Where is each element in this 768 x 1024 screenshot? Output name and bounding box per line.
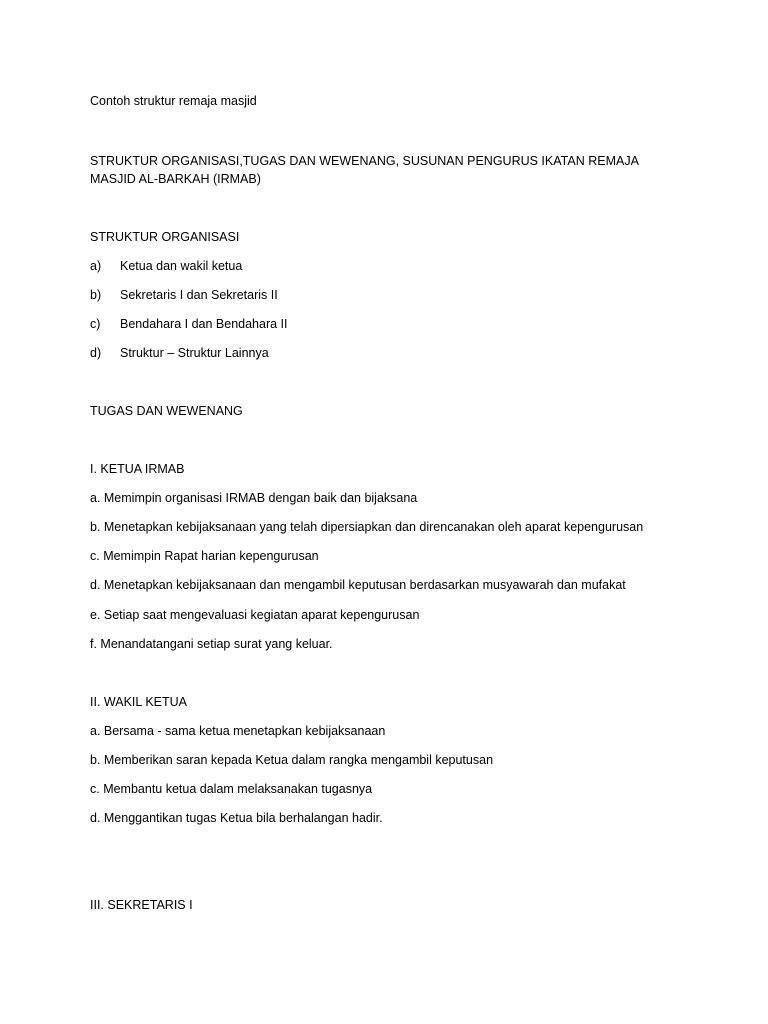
struktur-item <box>90 257 242 275</box>
list-text: Ketua dan wakil ketua <box>120 259 243 273</box>
tugas-title: TUGAS DAN WEWENANG <box>90 404 243 418</box>
wakil-item: c. Membantu ketua dalam melaksanakan tugasnya <box>90 782 373 796</box>
wakil-item: d. Menggantikan tugas Ketua bila berhalangan hadir. <box>90 811 383 825</box>
list-label: d) <box>90 346 102 360</box>
ketua-item: b. Menetapkan kebijaksanaan yang telah dipersiapkan dan direncanakan oleh aparat kepengurusan <box>90 520 644 534</box>
list-label: c) <box>90 317 101 331</box>
struktur-item <box>90 344 269 362</box>
list-text: Bendahara I dan Bendahara II <box>120 317 288 331</box>
struktur-title: STRUKTUR ORGANISASI <box>90 230 240 244</box>
ketua-item: d. Menetapkan kebijaksanaan dan mengambil keputusan berdasarkan musyawarah dan mufakat <box>90 578 626 592</box>
ketua-item: f. Menandatangani setiap surat yang keluar. <box>90 637 333 651</box>
struktur-item <box>90 286 278 304</box>
list-label: a) <box>90 259 102 273</box>
list-text: Struktur – Struktur Lainnya <box>120 346 269 360</box>
sekretaris-title: III. SEKRETARIS I <box>90 898 193 912</box>
wakil-title: II. WAKIL KETUA <box>90 695 188 709</box>
ketua-item: e. Setiap saat mengevaluasi kegiatan aparat kepengurusan <box>90 608 420 622</box>
list-text: Sekretaris I dan Sekretaris II <box>120 288 278 302</box>
wakil-item: b. Memberikan saran kepada Ketua dalam rangka mengambil keputusan <box>90 753 494 767</box>
wakil-item: a. Bersama - sama ketua menetapkan kebijaksanaan <box>90 724 386 738</box>
ketua-item: c. Memimpin Rapat harian kepengurusan <box>90 549 319 563</box>
ketua-title: I. KETUA IRMAB <box>90 462 185 476</box>
main-heading: STRUKTUR ORGANISASI,TUGAS DAN WEWENANG, SUSUNAN PENGURUS IKATAN REMAJA MASJID AL-BARKAH (IRMAB) <box>90 154 639 186</box>
list-label: b) <box>90 288 102 302</box>
doc-title: Contoh struktur remaja masjid <box>90 94 257 108</box>
struktur-item <box>90 315 288 333</box>
ketua-item: a. Memimpin organisasi IRMAB dengan baik dan bijaksana <box>90 491 418 505</box>
